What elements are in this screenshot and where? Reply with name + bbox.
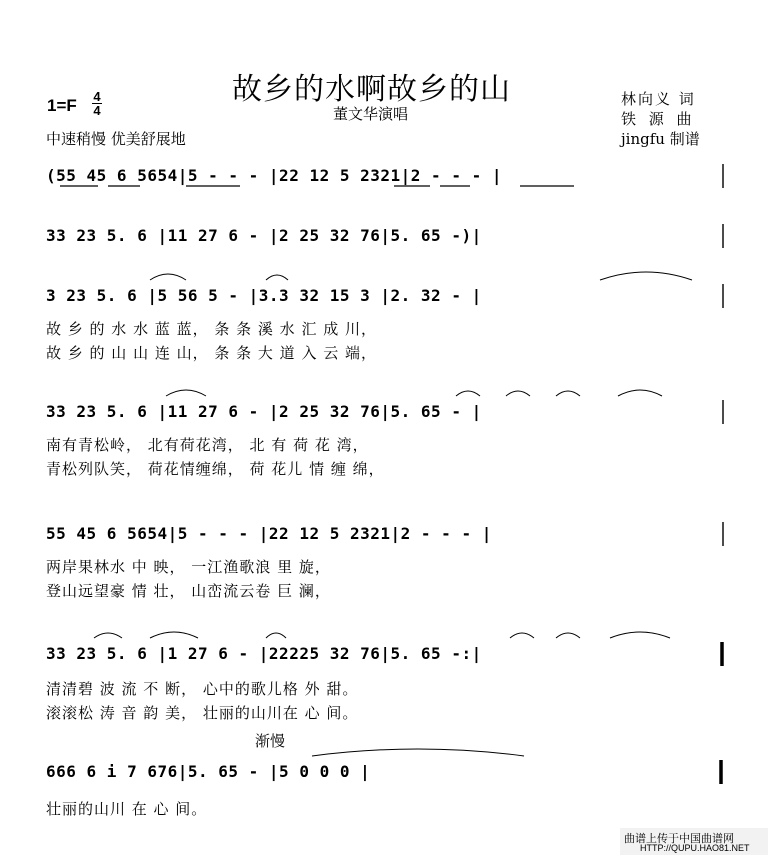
staff-line-7: 666 6 i 7 676|5. 65 - |5 0 0 0 | — [46, 762, 371, 781]
lyric-line: 南有青松岭， 北有荷花湾， 北 有 荷 花 湾， — [46, 436, 369, 454]
staff-line-4: 33 23 5. 6 |11 27 6 - |2 25 32 76|5. 65 - | — [46, 402, 482, 421]
time-signature — [92, 90, 102, 117]
key-signature: 1=F — [47, 96, 77, 115]
time-bottom: 4 — [93, 103, 101, 118]
tempo-marking: 中速稍慢 优美舒展地 — [46, 130, 186, 148]
staff-line-6: 33 23 5. 6 |1 27 6 - |22225 32 76|5. 65 -:| — [46, 644, 482, 663]
tempo-change-marking: 渐慢 — [255, 732, 286, 750]
lyric-line: 两岸果林水 中 映， 一江渔歌浪 里 旋， — [46, 558, 331, 576]
lyricist-credit: 林向义 词 — [621, 90, 696, 108]
footer-watermark: HTTP://QUPU.HAO81.NET — [640, 843, 750, 853]
lyric-line: 壮丽的山川 在 心 间。 — [46, 800, 208, 818]
lyric-line: 登山远望豪 情 壮， 山峦流云卷 巨 澜， — [46, 582, 331, 600]
arranger-credit: jingfu 制谱 — [621, 130, 700, 148]
lyric-line: 滚滚松 涛 音 韵 美， 壮丽的山川在 心 间。 — [46, 704, 359, 722]
composer-credit: 铁 源 曲 — [621, 110, 696, 128]
lyric-line: 青松列队笑， 荷花情缠绵， 荷 花儿 情 缠 绵， — [46, 460, 385, 478]
time-top: 4 — [93, 89, 101, 104]
staff-line-5: 55 45 6 5654|5 - - - |22 12 5 2321|2 - - - | — [46, 524, 492, 543]
lyric-line: 故 乡 的 水 水 蓝 蓝， 条 条 溪 水 汇 成 川， — [46, 320, 377, 338]
staff-line-3: 3 23 5. 6 |5 56 5 - |3.3 32 15 3 |2. 32 - | — [46, 286, 482, 305]
staff-line-1: (55 45 6 5654|5 - - - |22 12 5 2321|2 - - - | — [46, 166, 502, 185]
singer-credit: 董文华演唱 — [333, 105, 409, 123]
footer-text: 曲谱上传于中国曲谱网 — [624, 833, 734, 845]
song-title: 故乡的水啊故乡的山 — [232, 72, 511, 107]
staff-line-2: 33 23 5. 6 |11 27 6 - |2 25 32 76|5. 65 -)| — [46, 226, 482, 245]
lyric-line: 清清碧 波 流 不 断， 心中的歌儿格 外 甜。 — [46, 680, 359, 698]
lyric-line: 故 乡 的 山 山 连 山， 条 条 大 道 入 云 端， — [46, 344, 377, 362]
